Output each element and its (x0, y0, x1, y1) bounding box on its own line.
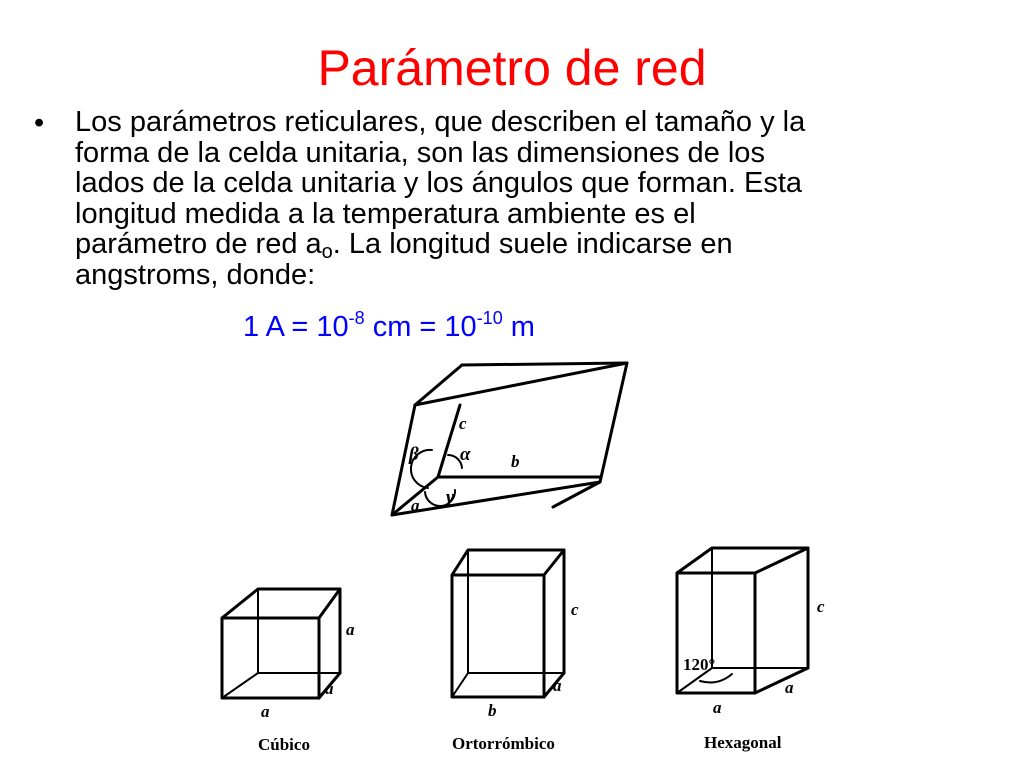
ortho-front-face (452, 575, 544, 697)
cubic-hidden-edge (222, 673, 258, 698)
hex-angle-label: 120° (683, 655, 716, 674)
general-front-face (392, 363, 627, 515)
label-c: c (459, 414, 467, 433)
line5-after: . La longitud suele indicarse en (332, 228, 733, 260)
caption-cubic: Cúbico (258, 735, 310, 754)
hex-label-a-depth: a (785, 678, 794, 697)
cubic-label-bottom: a (261, 702, 270, 721)
caption-hexagonal: Hexagonal (704, 733, 782, 752)
bullet-marker: • (34, 107, 45, 139)
formula-part-3: m (502, 311, 535, 343)
hex-angle-arc (700, 674, 732, 682)
label-a: a (411, 496, 420, 515)
paragraph-line-4: longitud medida a la temperatura ambiente es el (75, 197, 696, 230)
cubic-label-side: a (346, 620, 355, 639)
orthorhombic-cell (452, 550, 564, 697)
paragraph-line-6: angstroms, donde: (75, 258, 316, 291)
general-edge (462, 363, 627, 365)
slide-title: Parámetro de red (317, 40, 707, 96)
caption-orthorhombic: Ortorrómbico (452, 734, 555, 753)
paragraph-line-3: lados de la celda unitaria y los ángulos que forman. Esta (75, 167, 803, 199)
label-beta: β (409, 444, 419, 465)
paragraph-line-2: forma de la celda unitaria, son las dimensiones de los (75, 136, 765, 169)
formula-part-1: 1 A = 10 (243, 311, 349, 343)
general-edge (438, 405, 460, 477)
hex-label-c: c (817, 597, 825, 616)
ortho-label-b: b (488, 701, 497, 720)
ortho-hidden-edge (452, 673, 468, 697)
cubic-top-face (222, 589, 340, 618)
formula-exponent-2: -10 (476, 308, 503, 328)
cubic-label-depth: a (325, 679, 334, 698)
cubic-cell (222, 589, 340, 698)
ortho-label-c: c (571, 600, 579, 619)
label-gamma: γ (446, 487, 454, 508)
formula-part-2: cm = 10 (364, 311, 477, 343)
line5-before: parámetro de red a (75, 228, 322, 260)
general-unit-cell (392, 363, 627, 515)
paragraph-line-1: Los parámetros reticulares, que describen el tamaño y la (75, 106, 806, 138)
hex-front-face (677, 573, 755, 693)
cubic-front-face (222, 618, 319, 698)
label-alpha: α (460, 444, 471, 465)
line5-subscript: o (321, 241, 333, 263)
formula-exponent-1: -8 (348, 308, 365, 328)
ortho-label-a: a (553, 676, 562, 695)
hex-edge (755, 668, 808, 693)
label-b: b (511, 452, 520, 471)
hex-top-face (677, 548, 808, 573)
hex-label-a-bottom: a (713, 698, 722, 717)
